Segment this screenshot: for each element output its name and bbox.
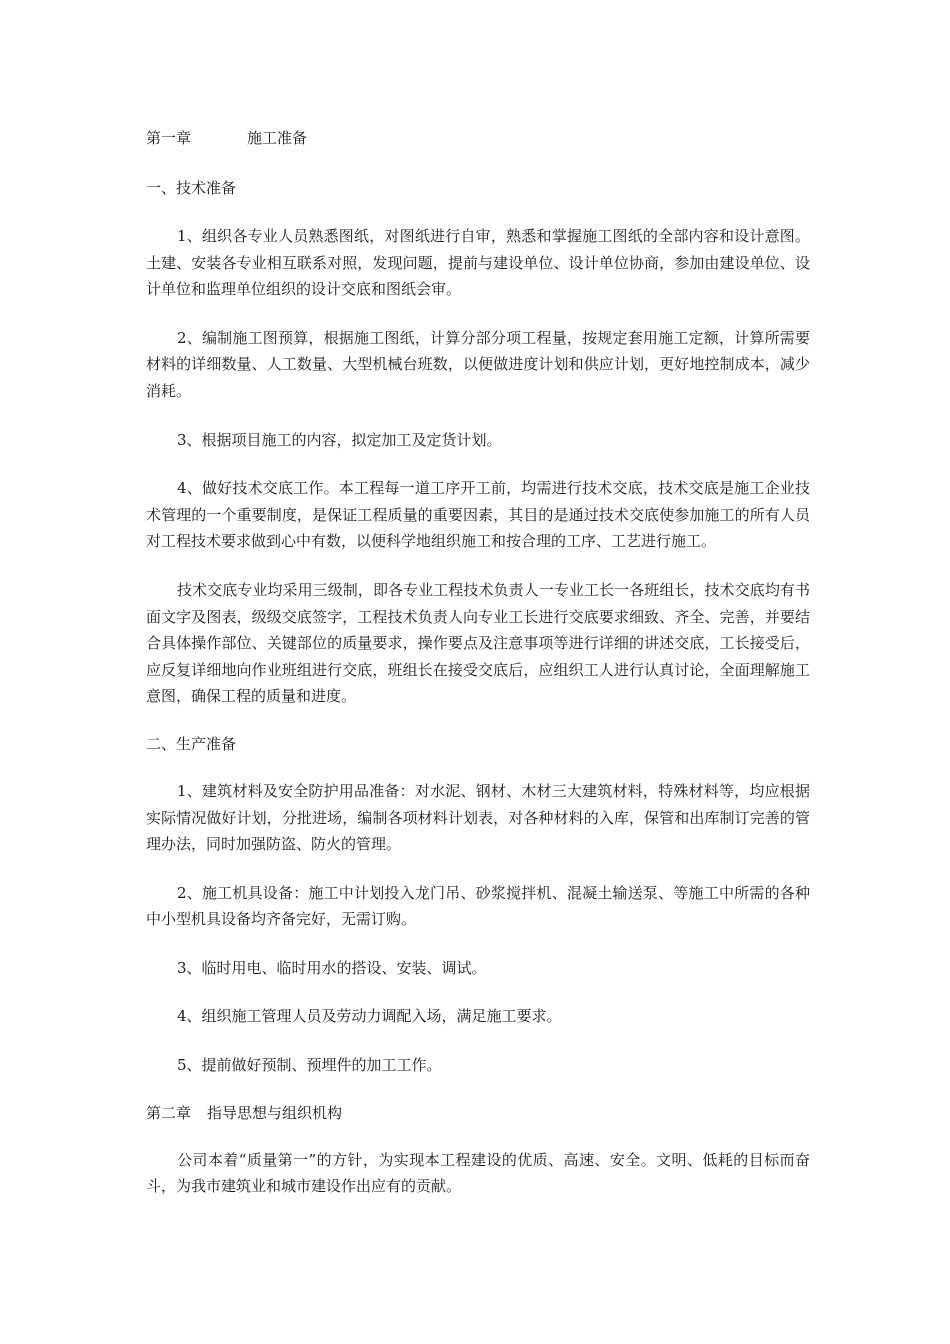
section-2-paragraph: 1、建筑材料及安全防护用品准备：对水泥、钢材、木材三大建筑材料，特殊材料等，均应根据实际情况做好计划，分批进场，编制各项材料计划表，对各种材料的入库，保管和出库制订完善的管理办法，同时加强防盗、防火的管理。: [146, 781, 810, 854]
section-2-heading: 二、生产准备: [146, 734, 237, 753]
chapter-2-paragraph: 公司本着“质量第一”的方针，为实现本工程建设的优质、高速、安全。文明、低耗的目标而奋斗，为我市建筑业和城市建设作出应有的贡献。: [146, 1150, 810, 1196]
section-2-paragraph: 5、提前做好预制、预埋件的加工工作。: [177, 1056, 442, 1075]
chapter-1-heading: [146, 125, 810, 151]
section-1-paragraph: 2、编制施工图预算，根据施工图纸，计算分部分项工程量，按规定套用施工定额，计算所需要材料的详细数量、人工数量、大型机械台班数，以便做进度计划和供应计划，更好地控制成本，减少消耗。: [146, 328, 810, 400]
section-2-paragraph: 3、临时用电、临时用水的搭设、安装、调试。: [177, 958, 487, 977]
section-1-paragraph: 4、做好技术交底工作。本工程每一道工序开工前，均需进行技术交底，技术交底是施工企业技术管理的一个重要制度，是保证工程质量的重要因素，其目的是通过技术交底使参加施工的所有人员对工程技术要求做到心中有数，以便科学地组织施工和按合理的工序、工艺进行施工。: [146, 479, 810, 551]
section-1-paragraph: 3、根据项目施工的内容，拟定加工及定货计划。: [177, 430, 502, 449]
chapter-1-number: 第一章: [146, 129, 192, 147]
section-1-paragraph: 技术交底专业均采用三级制，即各专业工程技术负责人一专业工长一各班组长，技术交底均有书面文字及图表，级级交底签字，工程技术负责人向专业工长进行交底要求细致、齐全、完善，并要结合具体操作部位、关键部位的质量要求，操作要点及注意事项等进行详细的讲述交底，工长接受后，应反复详细地向作业班组进行交底，班组长在接受交底后，应组织工人进行认真讨论，全面理解施工意图，确保工程的质量和进度。: [146, 580, 810, 706]
chapter-2-heading: [146, 1100, 810, 1126]
document-page: [146, 125, 810, 1200]
chapter-2-title: 指导思想与组织机构: [207, 1103, 343, 1122]
section-1-heading: 一、技术准备: [146, 179, 237, 197]
section-1-paragraph: 1、组织各专业人员熟悉图纸，对图纸进行自审，熟悉和掌握施工图纸的全部内容和设计意图。土建、安装各专业相互联系对照，发现问题，提前与建设单位、设计单位协商，参加由建设单位、设计单位和监理单位组织的设计交底和图纸会审。: [146, 227, 810, 299]
chapter-1-title: 施工准备: [247, 129, 308, 147]
section-2-paragraph: 2、施工机具设备：施工中计划投入龙门吊、砂浆搅拌机、混凝土输送泵、等施工中所需的各种中小型机具设备均齐备完好，无需订购。: [146, 883, 810, 929]
section-2-paragraph: 4、组织施工管理人员及劳动力调配入场，满足施工要求。: [177, 1007, 562, 1026]
chapter-2-number: 第二章: [146, 1103, 192, 1122]
